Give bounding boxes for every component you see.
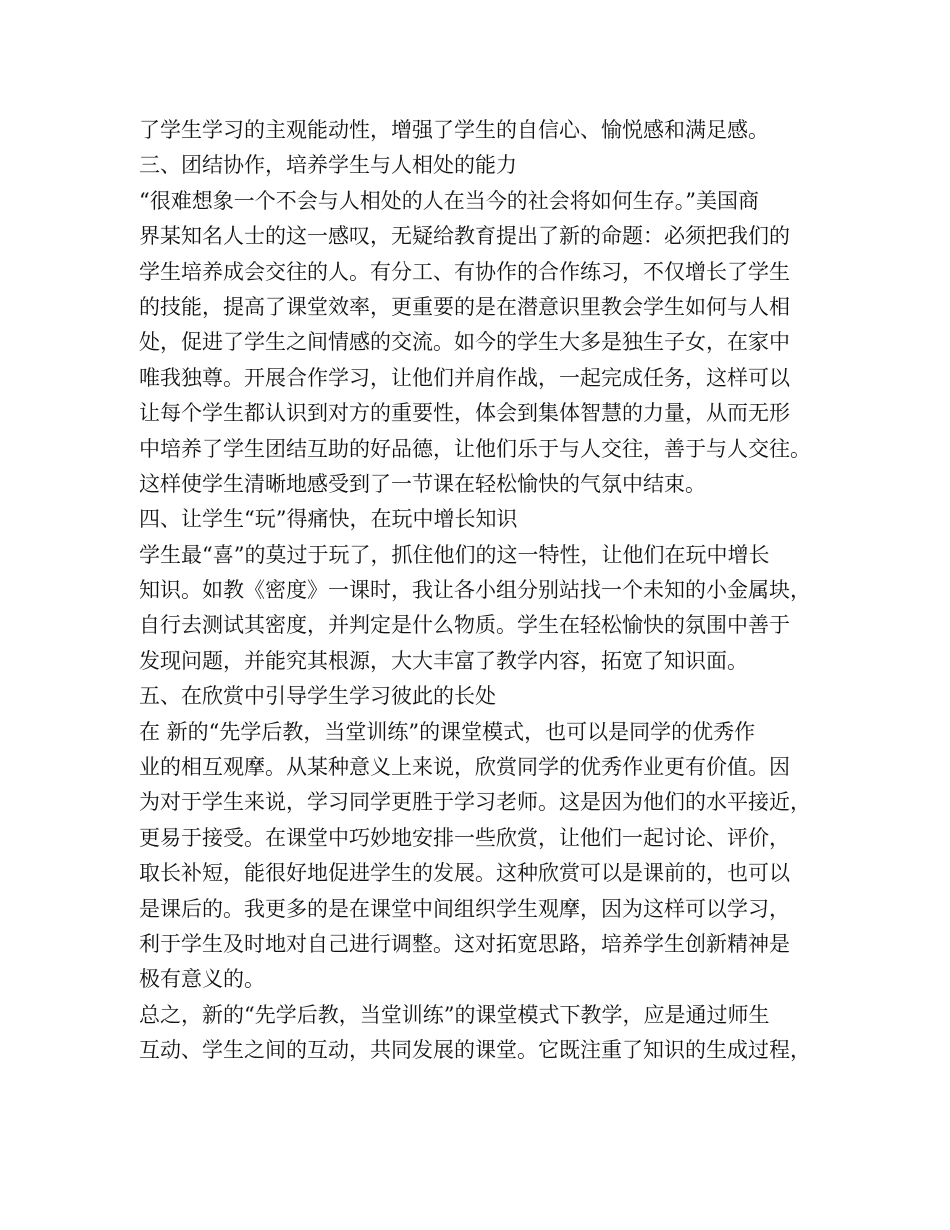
text-line: 自行去测试其密度，并判定是什么物质。学生在轻松愉快的氛围中善于	[139, 613, 790, 638]
text-line: 取长补短，能很好地促进学生的发展。这种欣赏可以是课前的，也可以	[139, 861, 790, 886]
text-line: 这样使学生清晰地感受到了一节课在轻松愉快的气氛中结束。	[139, 471, 706, 496]
section-heading-5: 五、在欣赏中引导学生学习彼此的长处	[139, 684, 496, 709]
text-line: “很难想象一个不会与人相处的人在当今的社会将如何生存。”美国商	[139, 188, 759, 213]
text-line: 处，促进了学生之间情感的交流。如今的学生大多是独生子女，在家中	[139, 330, 790, 355]
text-line: 总之，新的“先学后教，当堂训练”的课堂模式下教学，应是通过师生	[139, 1002, 770, 1027]
text-line: 是课后的。我更多的是在课堂中间组织学生观摩，因为这样可以学习，	[139, 896, 790, 921]
text-line: 为对于学生来说，学习同学更胜于学习老师。这是因为他们的水平接近，	[139, 790, 811, 815]
text-line: 知识。如教《密度》一课时，我让各小组分别站找一个未知的小金属块，	[139, 578, 811, 603]
text-line: 学生最“喜”的莫过于玩了，抓住他们的这一特性，让他们在玩中增长	[139, 542, 770, 567]
text-line: 更易于接受。在课堂中巧妙地安排一些欣赏，让他们一起讨论、评价，	[139, 825, 790, 850]
text-line: 在 新的“先学后教，当堂训练”的课堂模式，也可以是同学的优秀作	[139, 719, 756, 744]
document-body	[139, 113, 839, 1069]
section-heading-4: 四、让学生“玩”得痛快，在玩中增长知识	[139, 507, 518, 532]
text-line: 发现问题，并能究其根源，大大丰富了教学内容，拓宽了知识面。	[139, 648, 748, 673]
text-line: 互动、学生之间的互动，共同发展的课堂。它既注重了知识的生成过程，	[139, 1038, 811, 1063]
section-heading-3: 三、团结协作，培养学生与人相处的能力	[139, 153, 517, 178]
text-line: 让每个学生都认识到对方的重要性，体会到集体智慧的力量，从而无形	[139, 401, 790, 426]
text-line: 中培养了学生团结互助的好品德，让他们乐于与人交往，善于与人交往。	[139, 436, 811, 461]
text-line: 唯我独尊。开展合作学习，让他们并肩作战，一起完成任务，这样可以	[139, 365, 790, 390]
text-line: 学生培养成会交往的人。有分工、有协作的合作练习，不仅增长了学生	[139, 259, 790, 284]
text-line: 界某知名人士的这一感叹，无疑给教育提出了新的命题：必须把我们的	[139, 224, 790, 249]
text-line: 的技能，提高了课堂效率，更重要的是在潜意识里教会学生如何与人相	[139, 294, 790, 319]
text-line: 极有意义的。	[139, 967, 265, 992]
text-line: 业的相互观摩。从某种意义上来说，欣赏同学的优秀作业更有价值。因	[139, 755, 790, 780]
text-line: 利于学生及时地对自己进行调整。这对拓宽思路，培养学生创新精神是	[139, 931, 790, 956]
text-line: 了学生学习的主观能动性，增强了学生的自信心、愉悦感和满足感。	[139, 118, 769, 142]
